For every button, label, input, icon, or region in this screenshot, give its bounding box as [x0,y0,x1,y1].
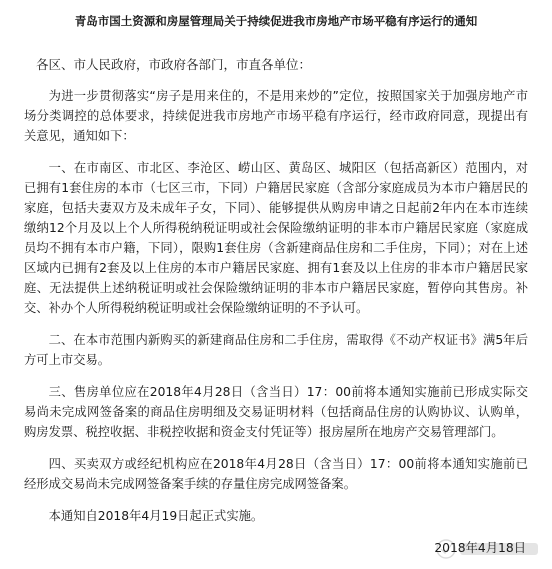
document-title: 青岛市国土资源和房屋管理局关于持续促进我市房地产市场平稳有序运行的通知 [74,14,478,28]
item-paragraph-4: 四、买卖双方或经纪机构应在2018年4月28日（含当日）17：00前将本通知实施前已经形成交易尚未完成网签备案手续的存量住房完成网签备案。 [24,457,528,491]
issue-date: 2018年4月18日 [434,541,526,555]
item-paragraph-3: 三、售房单位应在2018年4月28日（含当日）17：00前将本通知实施前已形成实际交易尚未完成网签备案的商品住房明细及交易证明材料（包括商品住房的认购协议、认购单，购房发票、税控收据、非税控收据和资金支付凭证等）报房屋所在地房产交易管理部门。 [24,385,528,439]
item-paragraph-2: 二、在本市范围内新购买的新建商品住房和二手住房，需取得《不动产权证书》满5年后方可上市交易。 [24,333,528,367]
closing-statement: 本通知自2018年4月19日起正式实施。 [48,509,264,523]
salutation: 各区、市人民政府，市政府各部门，市直各单位： [36,57,312,72]
intro-paragraph: 为进一步贯彻落实“房子是用来住的，不是用来炒的”定位，按照国家关于加强房地产市场分类调控的总体要求，持续促进我市房地产市场平稳有序运行，经市政府同意，现提出有关意见，通知如下： [24,89,528,143]
item-paragraph-1: 一、在市南区、市北区、李沧区、崂山区、黄岛区、城阳区（包括高新区）范围内，对已拥有1套住房的本市（七区三市，下同）户籍居民家庭（含部分家庭成员为本市户籍居民的家庭，包括夫妻双方及未成年子女，下同）、能够提供从购房申请之日起前2年内在本市连续缴纳12个月及以上个人所得税纳税证明或社会保险缴纳证明的非本市户籍居民家庭（家庭成员均不拥有本市户籍，下同），限购1套住房（含新建商品住房和二手住房，下同）；对在上述区域内已拥有2套及以上住房的本市户籍居民家庭、拥有1套及以上住房的非本市户籍居民家庭、无法提供上述纳税证明或社会保险缴纳证明的非本市户籍居民家庭，暂停向其售房。补交、补办个人所得税纳税证明或社会保险缴纳证明的不予认可。 [24,161,528,315]
